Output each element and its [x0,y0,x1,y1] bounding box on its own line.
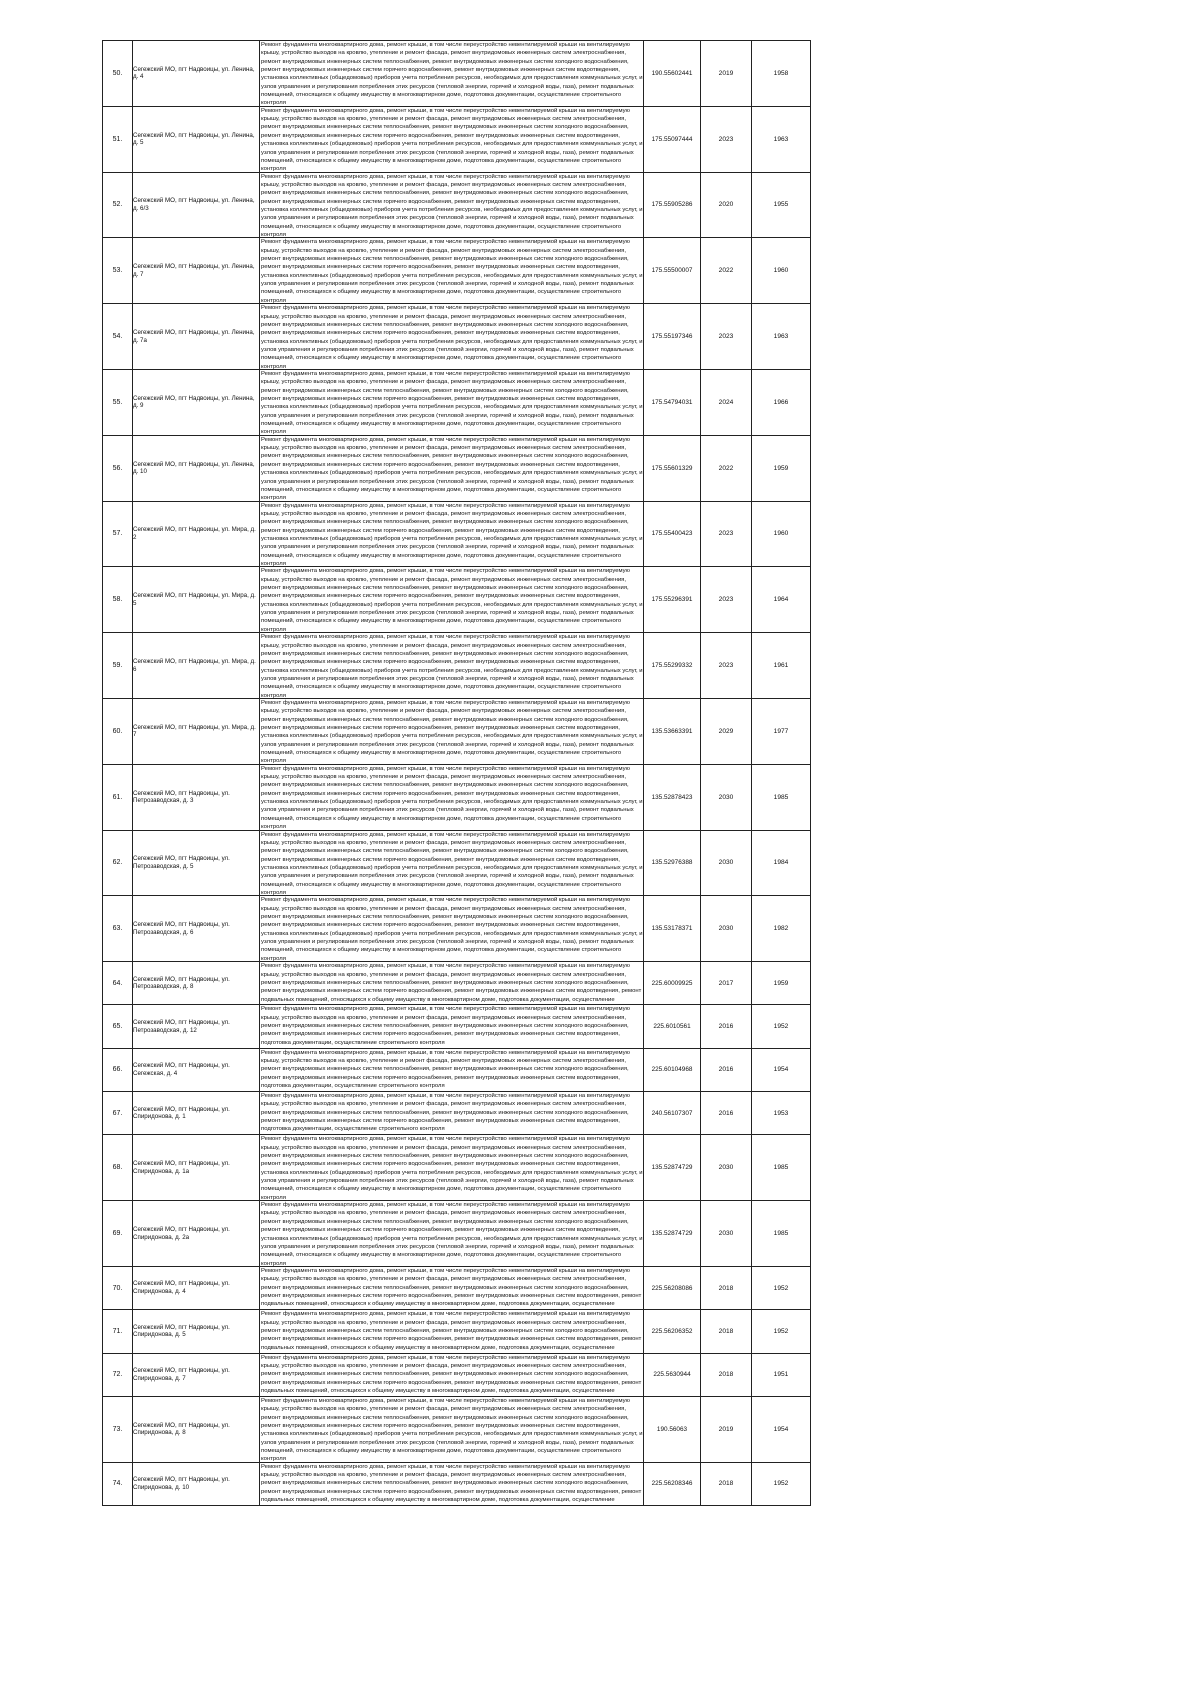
works-list: Ремонт фундамента многоквартирного дома, ремонт крыши, в том числе переустройство невентилируемой крыши на вентилируемую крышу, устройство выходов на кровлю, утепление и ремонт фасада, ремонт внутридомовых инженерных систем электроснабжения, ремонт внутридомовых инженерных систем теплоснабжения, ремонт внутридомовых инженерных систем холодного водоснабжения, ремонт внутридомовых инженерных систем горячего водоснабжения, ремонт внутридомовых инженерных систем водоотведения, установка коллективных (общедомовых) приборов учета потребления ресурсов, необходимых для предоставления коммунальных услуг, и узлов управления и регулирования потребления этих ресурсов (тепловой энергии, горячей и холодной воды, газа), ремонт подвальных помещений, относящихся к общему имуществу в многоквартирном доме, подготовка документации, осуществление строительного контроля [261,239,643,304]
works-list-cell [260,1092,644,1135]
house-address: Сегежский МО, пгт Надвоицы, ул. Ленина, д. 7а [133,304,260,370]
house-address: Сегежский МО, пгт Надвоицы, ул. Ленина, д. 6/3 [133,172,260,238]
house-address: Сегежский МО, пгт Надвоицы, ул. Спиридонова, д. 7 [133,1353,260,1396]
construction-year: 1963 [752,304,811,370]
construction-year: 1960 [752,238,811,304]
table-row [103,435,811,501]
planned-year: 2018 [701,1462,752,1505]
works-list: Ремонт фундамента многоквартирного дома, ремонт крыши, в том числе переустройство невентилируемой крыши на вентилируемую крышу, устройство выходов на кровлю, утепление и ремонт фасада, ремонт внутридомовых инженерных систем электроснабжения, ремонт внутридомовых инженерных систем теплоснабжения, ремонт внутридомовых инженерных систем холодного водоснабжения, ремонт внутридомовых инженерных систем горячего водоснабжения, ремонт внутридомовых инженерных систем водоотведения, ремонт подвальных помещений, относящихся к общему имуществу в многоквартирном доме, подготовка документации, осуществление [261,1311,642,1351]
works-list-cell [260,1266,644,1309]
works-list: Ремонт фундамента многоквартирного дома, ремонт крыши, в том числе переустройство невентилируемой крыши на вентилируемую крышу, устройство выходов на кровлю, утепление и ремонт фасада, ремонт внутридомовых инженерных систем электроснабжения, ремонт внутридомовых инженерных систем теплоснабжения, ремонт внутридомовых инженерных систем холодного водоснабжения, ремонт внутридомовых инженерных систем горячего водоснабжения, ремонт внутридомовых инженерных систем водоотведения, ремонт подвальных помещений, относящихся к общему имуществу в многоквартирном доме, подготовка документации, осуществление [261,1463,642,1503]
row-number: 57. [103,501,133,567]
capital-repair-table [102,40,811,1506]
construction-year: 1985 [752,1201,811,1267]
row-number: 58. [103,567,133,633]
works-list-cell [260,896,644,962]
planned-year: 2018 [701,1310,752,1353]
planned-year: 2017 [701,962,752,1005]
planned-year: 2030 [701,830,752,896]
table-row [103,1353,811,1396]
repair-cost: 190.55602441 [644,41,701,107]
table-row [103,1135,811,1201]
works-list: Ремонт фундамента многоквартирного дома, ремонт крыши, в том числе переустройство невентилируемой крыши на вентилируемую крышу, устройство выходов на кровлю, утепление и ремонт фасада, ремонт внутридомовых инженерных систем электроснабжения, ремонт внутридомовых инженерных систем теплоснабжения, ремонт внутридомовых инженерных систем холодного водоснабжения, ремонт внутридомовых инженерных систем горячего водоснабжения, ремонт внутридомовых инженерных систем водоотведения, ремонт подвальных помещений, относящихся к общему имуществу в многоквартирном доме, подготовка документации, осуществление [261,1267,642,1308]
construction-year: 1985 [752,1135,811,1201]
planned-year: 2016 [701,1048,752,1091]
works-list: Ремонт фундамента многоквартирного дома, ремонт крыши, в том числе переустройство невентилируемой крыши на вентилируемую крышу, устройство выходов на кровлю, утепление и ремонт фасада, ремонт внутридомовых инженерных систем электроснабжения, ремонт внутридомовых инженерных систем теплоснабжения, ремонт внутридомовых инженерных систем холодного водоснабжения, ремонт внутридомовых инженерных систем горячего водоснабжения, ремонт внутридомовых инженерных систем водоотведения, установка коллективных (общедомовых) приборов учета потребления ресурсов, необходимых для предоставления коммунальных услуг, и узлов управления и регулирования потребления этих ресурсов (тепловой энергии, горячей и холодной воды, газа), ремонт подвальных помещений, относящихся к общему имуществу в многоквартирном доме, подготовка документации, осуществление строительного контроля [261,305,643,369]
planned-year: 2023 [701,567,752,633]
construction-year: 1959 [752,435,811,501]
works-list-cell [260,830,644,896]
table-row [103,1266,811,1309]
row-number: 66. [103,1048,133,1091]
row-number: 65. [103,1005,133,1048]
works-list: Ремонт фундамента многоквартирного дома, ремонт крыши, в том числе переустройство невентилируемой крыши на вентилируемую крышу, устройство выходов на кровлю, утепление и ремонт фасада, ремонт внутридомовых инженерных систем электроснабжения, ремонт внутридомовых инженерных систем теплоснабжения, ремонт внутридомовых инженерных систем холодного водоснабжения, ремонт внутридомовых инженерных систем горячего водоснабжения, ремонт внутридомовых инженерных систем водоотведения, установка коллективных (общедомовых) приборов учета потребления ресурсов, необходимых для предоставления коммунальных услуг, и узлов управления и регулирования потребления этих ресурсов (тепловой энергии, горячей и холодной воды, газа), ремонт подвальных помещений, относящихся к общему имуществу в многоквартирном доме, подготовка документации, осуществление строительного контроля [261,370,643,435]
repair-cost: 190.56063 [644,1396,701,1462]
table-row [103,1201,811,1267]
table-row [103,501,811,567]
repair-cost: 225.5630944 [644,1353,701,1396]
planned-year: 2029 [701,698,752,764]
house-address: Сегежский МО, пгт Надвоицы, ул. Петрозаводская, д. 12 [133,1005,260,1048]
works-list-cell [260,567,644,633]
planned-year: 2030 [701,1201,752,1267]
row-number: 73. [103,1396,133,1462]
works-list-cell [260,1310,644,1353]
table-row [103,1310,811,1353]
planned-year: 2023 [701,633,752,699]
works-list: Ремонт фундамента многоквартирного дома, ремонт крыши, в том числе переустройство невентилируемой крыши на вентилируемую крышу, устройство выходов на кровлю, утепление и ремонт фасада, ремонт внутридомовых инженерных систем электроснабжения, ремонт внутридомовых инженерных систем теплоснабжения, ремонт внутридомовых инженерных систем холодного водоснабжения, ремонт внутридомовых инженерных систем горячего водоснабжения, ремонт внутридомовых инженерных систем водоотведения, ремонт подвальных помещений, относящихся к общему имуществу в многоквартирном доме, подготовка документации, осуществление [261,963,642,1003]
row-number: 51. [103,106,133,172]
house-address: Сегежский МО, пгт Надвоицы, ул. Спиридонова, д. 2а [133,1201,260,1267]
repair-cost: 175.55299332 [644,633,701,699]
house-address: Сегежский МО, пгт Надвоицы, ул. Петрозаводская, д. 3 [133,764,260,830]
row-number: 72. [103,1353,133,1396]
repair-cost: 135.53663391 [644,698,701,764]
works-list-cell [260,633,644,699]
planned-year: 2016 [701,1005,752,1048]
repair-cost: 135.52878423 [644,764,701,830]
works-list-cell [260,698,644,764]
construction-year: 1963 [752,106,811,172]
works-list-cell [260,962,644,1005]
row-number: 50. [103,41,133,107]
row-number: 60. [103,698,133,764]
repair-cost: 135.53178371 [644,896,701,962]
house-address: Сегежский МО, пгт Надвоицы, ул. Ленина, д. 5 [133,106,260,172]
construction-year: 1952 [752,1266,811,1309]
works-list-cell [260,172,644,238]
works-list-cell [260,764,644,830]
construction-year: 1984 [752,830,811,896]
row-number: 64. [103,962,133,1005]
row-number: 74. [103,1462,133,1505]
planned-year: 2030 [701,764,752,830]
planned-year: 2030 [701,896,752,962]
planned-year: 2018 [701,1266,752,1309]
works-list: Ремонт фундамента многоквартирного дома, ремонт крыши, в том числе переустройство невентилируемой крыши на вентилируемую крышу, устройство выходов на кровлю, утепление и ремонт фасада, ремонт внутридомовых инженерных систем электроснабжения, ремонт внутридомовых инженерных систем теплоснабжения, ремонт внутридомовых инженерных систем холодного водоснабжения, ремонт внутридомовых инженерных систем горячего водоснабжения, ремонт внутридомовых инженерных систем водоотведения, подготовка документации, осуществление строительного контроля [261,1093,630,1133]
construction-year: 1952 [752,1310,811,1353]
planned-year: 2023 [701,106,752,172]
repair-cost: 240.56107307 [644,1092,701,1135]
works-list: Ремонт фундамента многоквартирного дома, ремонт крыши, в том числе переустройство невентилируемой крыши на вентилируемую крышу, устройство выходов на кровлю, утепление и ремонт фасада, ремонт внутридомовых инженерных систем электроснабжения, ремонт внутридомовых инженерных систем теплоснабжения, ремонт внутридомовых инженерных систем холодного водоснабжения, ремонт внутридомовых инженерных систем горячего водоснабжения, ремонт внутридомовых инженерных систем водоотведения, установка коллективных (общедомовых) приборов учета потребления ресурсов, необходимых для предоставления коммунальных услуг, и узлов управления и регулирования потребления этих ресурсов (тепловой энергии, горячей и холодной воды, газа), ремонт подвальных помещений, относящихся к общему имуществу в многоквартирном доме, подготовка документации, осуществление строительного контроля [261,1136,643,1201]
house-address: Сегежский МО, пгт Надвоицы, ул. Ленина, д. 9 [133,369,260,435]
repair-cost: 225.56206352 [644,1310,701,1353]
table-row [103,1462,811,1505]
construction-year: 1951 [752,1353,811,1396]
table-row [103,41,811,107]
works-list: Ремонт фундамента многоквартирного дома, ремонт крыши, в том числе переустройство невентилируемой крыши на вентилируемую крышу, устройство выходов на кровлю, утепление и ремонт фасада, ремонт внутридомовых инженерных систем электроснабжения, ремонт внутридомовых инженерных систем теплоснабжения, ремонт внутридомовых инженерных систем холодного водоснабжения, ремонт внутридомовых инженерных систем горячего водоснабжения, ремонт внутридомовых инженерных систем водоотведения, установка коллективных (общедомовых) приборов учета потребления ресурсов, необходимых для предоставления коммунальных услуг, и узлов управления и регулирования потребления этих ресурсов (тепловой энергии, горячей и холодной воды, газа), ремонт подвальных помещений, относящихся к общему имуществу в многоквартирном доме, подготовка документации, осуществление строительного контроля [261,1202,643,1266]
row-number: 59. [103,633,133,699]
works-list: Ремонт фундамента многоквартирного дома, ремонт крыши, в том числе переустройство невентилируемой крыши на вентилируемую крышу, устройство выходов на кровлю, утепление и ремонт фасада, ремонт внутридомовых инженерных систем электроснабжения, ремонт внутридомовых инженерных систем теплоснабжения, ремонт внутридомовых инженерных систем холодного водоснабжения, ремонт внутридомовых инженерных систем горячего водоснабжения, ремонт внутридомовых инженерных систем водоотведения, установка коллективных (общедомовых) приборов учета потребления ресурсов, необходимых для предоставления коммунальных услуг, и узлов управления и регулирования потребления этих ресурсов (тепловой энергии, горячей и холодной воды, газа), ремонт подвальных помещений, относящихся к общему имуществу в многоквартирном доме, подготовка документации, осуществление строительного контроля [261,831,643,896]
table-row [103,1396,811,1462]
row-number: 63. [103,896,133,962]
construction-year: 1964 [752,567,811,633]
works-list: Ремонт фундамента многоквартирного дома, ремонт крыши, в том числе переустройство невентилируемой крыши на вентилируемую крышу, устройство выходов на кровлю, утепление и ремонт фасада, ремонт внутридомовых инженерных систем электроснабжения, ремонт внутридомовых инженерных систем теплоснабжения, ремонт внутридомовых инженерных систем холодного водоснабжения, ремонт внутридомовых инженерных систем горячего водоснабжения, ремонт внутридомовых инженерных систем водоотведения, ремонт подвальных помещений, относящихся к общему имуществу в многоквартирном доме, подготовка документации, осуществление [261,1354,642,1394]
table-row [103,698,811,764]
works-list: Ремонт фундамента многоквартирного дома, ремонт крыши, в том числе переустройство невентилируемой крыши на вентилируемую крышу, устройство выходов на кровлю, утепление и ремонт фасада, ремонт внутридомовых инженерных систем электроснабжения, ремонт внутридомовых инженерных систем теплоснабжения, ремонт внутридомовых инженерных систем холодного водоснабжения, ремонт внутридомовых инженерных систем горячего водоснабжения, ремонт внутридомовых инженерных систем водоотведения, подготовка документации, осуществление строительного контроля [261,1049,630,1090]
table-row [103,369,811,435]
construction-year: 1985 [752,764,811,830]
table-row [103,896,811,962]
works-list-cell [260,106,644,172]
repair-cost: 225.60104968 [644,1048,701,1091]
works-list-cell [260,1462,644,1505]
construction-year: 1952 [752,1005,811,1048]
planned-year: 2019 [701,1396,752,1462]
repair-cost: 175.55905286 [644,172,701,238]
row-number: 71. [103,1310,133,1353]
construction-year: 1953 [752,1092,811,1135]
row-number: 69. [103,1201,133,1267]
planned-year: 2023 [701,304,752,370]
planned-year: 2018 [701,1353,752,1396]
row-number: 56. [103,435,133,501]
works-list-cell [260,1135,644,1201]
table-row [103,304,811,370]
repair-cost: 225.6010561 [644,1005,701,1048]
construction-year: 1958 [752,41,811,107]
house-address: Сегежский МО, пгт Надвоицы, ул. Петрозаводская, д. 5 [133,830,260,896]
repair-cost: 175.54794031 [644,369,701,435]
planned-year: 2022 [701,435,752,501]
works-list: Ремонт фундамента многоквартирного дома, ремонт крыши, в том числе переустройство невентилируемой крыши на вентилируемую крышу, устройство выходов на кровлю, утепление и ремонт фасада, ремонт внутридомовых инженерных систем электроснабжения, ремонт внутридомовых инженерных систем теплоснабжения, ремонт внутридомовых инженерных систем холодного водоснабжения, ремонт внутридомовых инженерных систем горячего водоснабжения, ремонт внутридомовых инженерных систем водоотведения, установка коллективных (общедомовых) приборов учета потребления ресурсов, необходимых для предоставления коммунальных услуг, и узлов управления и регулирования потребления этих ресурсов (тепловой энергии, горячей и холодной воды, газа), ремонт подвальных помещений, относящихся к общему имуществу в многоквартирном доме, подготовка документации, осуществление строительного контроля [261,173,643,238]
row-number: 54. [103,304,133,370]
works-list-cell [260,1005,644,1048]
planned-year: 2022 [701,238,752,304]
works-list-cell [260,369,644,435]
construction-year: 1954 [752,1396,811,1462]
works-list-cell [260,1396,644,1462]
table-row [103,1092,811,1135]
repair-cost: 225.60009925 [644,962,701,1005]
repair-cost: 175.55296391 [644,567,701,633]
table-row [103,238,811,304]
works-list-cell [260,501,644,567]
house-address: Сегежский МО, пгт Надвоицы, ул. Мира, д. 5 [133,567,260,633]
row-number: 68. [103,1135,133,1201]
works-list: Ремонт фундамента многоквартирного дома, ремонт крыши, в том числе переустройство невентилируемой крыши на вентилируемую крышу, устройство выходов на кровлю, утепление и ремонт фасада, ремонт внутридомовых инженерных систем электроснабжения, ремонт внутридомовых инженерных систем теплоснабжения, ремонт внутридомовых инженерных систем холодного водоснабжения, ремонт внутридомовых инженерных систем горячего водоснабжения, ремонт внутридомовых инженерных систем водоотведения, установка коллективных (общедомовых) приборов учета потребления ресурсов, необходимых для предоставления коммунальных услуг, и узлов управления и регулирования потребления этих ресурсов (тепловой энергии, горячей и холодной воды, газа), ремонт подвальных помещений, относящихся к общему имуществу в многоквартирном доме, подготовка документации, осуществление строительного контроля [261,436,643,501]
works-list-cell [260,41,644,107]
row-number: 52. [103,172,133,238]
works-list-cell [260,1353,644,1396]
row-number: 55. [103,369,133,435]
works-list: Ремонт фундамента многоквартирного дома, ремонт крыши, в том числе переустройство невентилируемой крыши на вентилируемую крышу, устройство выходов на кровлю, утепление и ремонт фасада, ремонт внутридомовых инженерных систем электроснабжения, ремонт внутридомовых инженерных систем теплоснабжения, ремонт внутридомовых инженерных систем холодного водоснабжения, ремонт внутридомовых инженерных систем горячего водоснабжения, ремонт внутридомовых инженерных систем водоотведения, установка коллективных (общедомовых) приборов учета потребления ресурсов, необходимых для предоставления коммунальных услуг, и узлов управления и регулирования потребления этих ресурсов (тепловой энергии, горячей и холодной воды, газа), ремонт подвальных помещений, относящихся к общему имуществу в многоквартирном доме, подготовка документации, осуществление строительного контроля [261,568,643,633]
construction-year: 1961 [752,633,811,699]
row-number: 67. [103,1092,133,1135]
table-row [103,962,811,1005]
construction-year: 1954 [752,1048,811,1091]
repair-cost: 135.52976388 [644,830,701,896]
house-address: Сегежский МО, пгт Надвоицы, ул. Петрозаводская, д. 6 [133,896,260,962]
house-address: Сегежский МО, пгт Надвоицы, ул. Мира, д. 6 [133,633,260,699]
table-row [103,1048,811,1091]
works-list: Ремонт фундамента многоквартирного дома, ремонт крыши, в том числе переустройство невентилируемой крыши на вентилируемую крышу, устройство выходов на кровлю, утепление и ремонт фасада, ремонт внутридомовых инженерных систем электроснабжения, ремонт внутридомовых инженерных систем теплоснабжения, ремонт внутридомовых инженерных систем холодного водоснабжения, ремонт внутридомовых инженерных систем горячего водоснабжения, ремонт внутридомовых инженерных систем водоотведения, установка коллективных (общедомовых) приборов учета потребления ресурсов, необходимых для предоставления коммунальных услуг, и узлов управления и регулирования потребления этих ресурсов (тепловой энергии, горячей и холодной воды, газа), ремонт подвальных помещений, относящихся к общему имуществу в многоквартирном доме, подготовка документации, осуществление строительного контроля [261,699,643,764]
works-list-cell [260,1201,644,1267]
works-list-cell [260,238,644,304]
table-row [103,830,811,896]
works-list: Ремонт фундамента многоквартирного дома, ремонт крыши, в том числе переустройство невентилируемой крыши на вентилируемую крышу, устройство выходов на кровлю, утепление и ремонт фасада, ремонт внутридомовых инженерных систем электроснабжения, ремонт внутридомовых инженерных систем теплоснабжения, ремонт внутридомовых инженерных систем холодного водоснабжения, ремонт внутридомовых инженерных систем горячего водоснабжения, ремонт внутридомовых инженерных систем водоотведения, подготовка документации, осуществление строительного контроля [261,1006,630,1046]
construction-year: 1982 [752,896,811,962]
table-row [103,567,811,633]
table-row [103,106,811,172]
house-address: Сегежский МО, пгт Надвоицы, ул. Ленина, д. 4 [133,41,260,107]
planned-year: 2019 [701,41,752,107]
house-address: Сегежский МО, пгт Надвоицы, ул. Мира, д. 2 [133,501,260,567]
house-address: Сегежский МО, пгт Надвоицы, ул. Ленина, д. 10 [133,435,260,501]
row-number: 53. [103,238,133,304]
house-address: Сегежский МО, пгт Надвоицы, ул. Спиридонова, д. 1а [133,1135,260,1201]
house-address: Сегежский МО, пгт Надвоицы, ул. Спиридонова, д. 5 [133,1310,260,1353]
house-address: Сегежский МО, пгт Надвоицы, ул. Мира, д. 7 [133,698,260,764]
planned-year: 2016 [701,1092,752,1135]
repair-cost: 225.56208086 [644,1266,701,1309]
row-number: 70. [103,1266,133,1309]
planned-year: 2024 [701,369,752,435]
house-address: Сегежский МО, пгт Надвоицы, ул. Ленина, д. 7 [133,238,260,304]
works-list-cell [260,435,644,501]
repair-cost: 135.52874729 [644,1201,701,1267]
repair-cost: 175.55400423 [644,501,701,567]
repair-cost: 175.55500007 [644,238,701,304]
works-list-cell [260,1048,644,1091]
repair-cost: 135.52874729 [644,1135,701,1201]
repair-cost: 225.56208346 [644,1462,701,1505]
table-row [103,1005,811,1048]
construction-year: 1955 [752,172,811,238]
works-list: Ремонт фундамента многоквартирного дома, ремонт крыши, в том числе переустройство невентилируемой крыши на вентилируемую крышу, устройство выходов на кровлю, утепление и ремонт фасада, ремонт внутридомовых инженерных систем электроснабжения, ремонт внутридомовых инженерных систем теплоснабжения, ремонт внутридомовых инженерных систем холодного водоснабжения, ремонт внутридомовых инженерных систем горячего водоснабжения, ремонт внутридомовых инженерных систем водоотведения, установка коллективных (общедомовых) приборов учета потребления ресурсов, необходимых для предоставления коммунальных услуг, и узлов управления и регулирования потребления этих ресурсов (тепловой энергии, горячей и холодной воды, газа), ремонт подвальных помещений, относящихся к общему имуществу в многоквартирном доме, подготовка документации, осуществление строительного контроля [261,107,643,172]
works-list-cell [260,304,644,370]
construction-year: 1977 [752,698,811,764]
table-body [103,41,811,1506]
repair-cost: 175.55097444 [644,106,701,172]
planned-year: 2020 [701,172,752,238]
house-address: Сегежский МО, пгт Надвоицы, ул. Спиридонова, д. 10 [133,1462,260,1505]
construction-year: 1966 [752,369,811,435]
construction-year: 1959 [752,962,811,1005]
construction-year: 1960 [752,501,811,567]
row-number: 61. [103,764,133,830]
table-row [103,633,811,699]
planned-year: 2023 [701,501,752,567]
house-address: Сегежский МО, пгт Надвоицы, ул. Петрозаводская, д. 8 [133,962,260,1005]
repair-cost: 175.55601329 [644,435,701,501]
works-list: Ремонт фундамента многоквартирного дома, ремонт крыши, в том числе переустройство невентилируемой крыши на вентилируемую крышу, устройство выходов на кровлю, утепление и ремонт фасада, ремонт внутридомовых инженерных систем электроснабжения, ремонт внутридомовых инженерных систем теплоснабжения, ремонт внутридомовых инженерных систем холодного водоснабжения, ремонт внутридомовых инженерных систем горячего водоснабжения, ремонт внутридомовых инженерных систем водоотведения, установка коллективных (общедомовых) приборов учета потребления ресурсов, необходимых для предоставления коммунальных услуг, и узлов управления и регулирования потребления этих ресурсов (тепловой энергии, горячей и холодной воды, газа), ремонт подвальных помещений, относящихся к общему имуществу в многоквартирном доме, подготовка документации, осуществление строительного контроля [261,765,643,830]
works-list: Ремонт фундамента многоквартирного дома, ремонт крыши, в том числе переустройство невентилируемой крыши на вентилируемую крышу, устройство выходов на кровлю, утепление и ремонт фасада, ремонт внутридомовых инженерных систем электроснабжения, ремонт внутридомовых инженерных систем теплоснабжения, ремонт внутридомовых инженерных систем холодного водоснабжения, ремонт внутридомовых инженерных систем горячего водоснабжения, ремонт внутридомовых инженерных систем водоотведения, установка коллективных (общедомовых) приборов учета потребления ресурсов, необходимых для предоставления коммунальных услуг, и узлов управления и регулирования потребления этих ресурсов (тепловой энергии, горячей и холодной воды, газа), ремонт подвальных помещений, относящихся к общему имуществу в многоквартирном доме, подготовка документации, осуществление строительного контроля [261,1397,643,1462]
house-address: Сегежский МО, пгт Надвоицы, ул. Спиридонова, д. 4 [133,1266,260,1309]
works-list: Ремонт фундамента многоквартирного дома, ремонт крыши, в том числе переустройство невентилируемой крыши на вентилируемую крышу, устройство выходов на кровлю, утепление и ремонт фасада, ремонт внутридомовых инженерных систем электроснабжения, ремонт внутридомовых инженерных систем теплоснабжения, ремонт внутридомовых инженерных систем холодного водоснабжения, ремонт внутридомовых инженерных систем горячего водоснабжения, ремонт внутридомовых инженерных систем водоотведения, установка коллективных (общедомовых) приборов учета потребления ресурсов, необходимых для предоставления коммунальных услуг, и узлов управления и регулирования потребления этих ресурсов (тепловой энергии, горячей и холодной воды, газа), ремонт подвальных помещений, относящихся к общему имуществу в многоквартирном доме, подготовка документации, осуществление строительного контроля [261,502,643,567]
planned-year: 2030 [701,1135,752,1201]
works-list: Ремонт фундамента многоквартирного дома, ремонт крыши, в том числе переустройство невентилируемой крыши на вентилируемую крышу, устройство выходов на кровлю, утепление и ремонт фасада, ремонт внутридомовых инженерных систем электроснабжения, ремонт внутридомовых инженерных систем теплоснабжения, ремонт внутридомовых инженерных систем холодного водоснабжения, ремонт внутридомовых инженерных систем горячего водоснабжения, ремонт внутридомовых инженерных систем водоотведения, установка коллективных (общедомовых) приборов учета потребления ресурсов, необходимых для предоставления коммунальных услуг, и узлов управления и регулирования потребления этих ресурсов (тепловой энергии, горячей и холодной воды, газа), ремонт подвальных помещений, относящихся к общему имуществу в многоквартирном доме, подготовка документации, осуществление строительного контроля [261,897,643,962]
house-address: Сегежский МО, пгт Надвоицы, ул. Спиридонова, д. 8 [133,1396,260,1462]
repair-cost: 175.55197346 [644,304,701,370]
house-address: Сегежский МО, пгт Надвоицы, ул. Сегежская, д. 4 [133,1048,260,1091]
table-row [103,764,811,830]
works-list: Ремонт фундамента многоквартирного дома, ремонт крыши, в том числе переустройство невентилируемой крыши на вентилируемую крышу, устройство выходов на кровлю, утепление и ремонт фасада, ремонт внутридомовых инженерных систем электроснабжения, ремонт внутридомовых инженерных систем теплоснабжения, ремонт внутридомовых инженерных систем холодного водоснабжения, ремонт внутридомовых инженерных систем горячего водоснабжения, ремонт внутридомовых инженерных систем водоотведения, установка коллективных (общедомовых) приборов учета потребления ресурсов, необходимых для предоставления коммунальных услуг, и узлов управления и регулирования потребления этих ресурсов (тепловой энергии, горячей и холодной воды, газа), ремонт подвальных помещений, относящихся к общему имуществу в многоквартирном доме, подготовка документации, осуществление строительного контроля [261,42,643,106]
construction-year: 1952 [752,1462,811,1505]
house-address: Сегежский МО, пгт Надвоицы, ул. Спиридонова, д. 1 [133,1092,260,1135]
row-number: 62. [103,830,133,896]
works-list: Ремонт фундамента многоквартирного дома, ремонт крыши, в том числе переустройство невентилируемой крыши на вентилируемую крышу, устройство выходов на кровлю, утепление и ремонт фасада, ремонт внутридомовых инженерных систем электроснабжения, ремонт внутридомовых инженерных систем теплоснабжения, ремонт внутридомовых инженерных систем холодного водоснабжения, ремонт внутридомовых инженерных систем горячего водоснабжения, ремонт внутридомовых инженерных систем водоотведения, установка коллективных (общедомовых) приборов учета потребления ресурсов, необходимых для предоставления коммунальных услуг, и узлов управления и регулирования потребления этих ресурсов (тепловой энергии, горячей и холодной воды, газа), ремонт подвальных помещений, относящихся к общему имуществу в многоквартирном доме, подготовка документации, осуществление строительного контроля [261,634,643,698]
table-row [103,172,811,238]
